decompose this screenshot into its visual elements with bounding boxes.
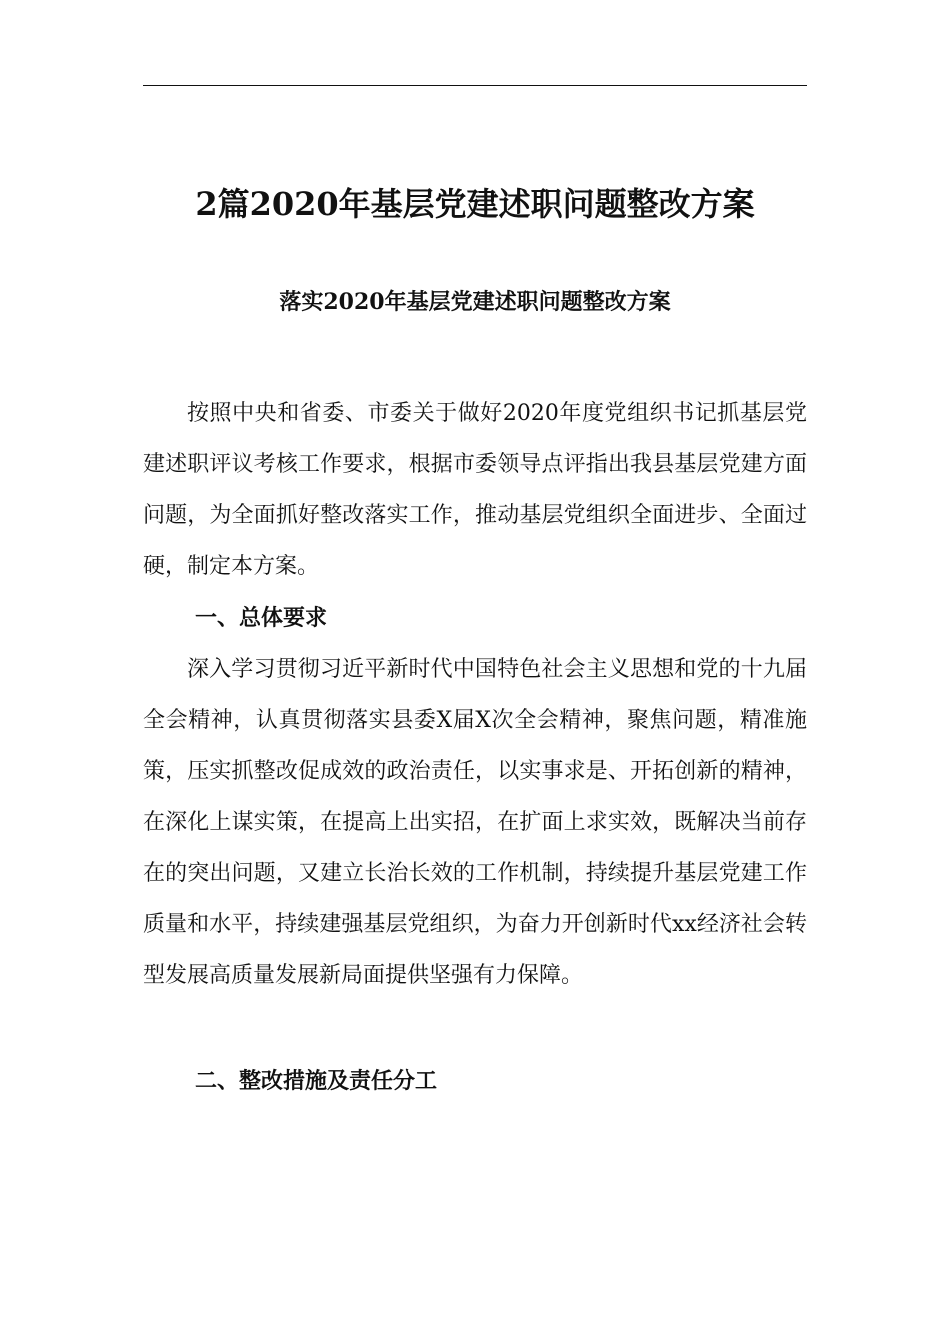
intro-paragraph: 按照中央和省委、市委关于做好2020年度党组织书记抓基层党建述职评议考核工作要求，根据市委领导点评指出我县基层党建方面问题，为全面抓好整改落实工作，推动基层党组织全面进步、全面过硬，制定本方案。 (143, 401, 807, 579)
document-subtitle: 落实2020年基层党建述职问题整改方案 (279, 289, 671, 315)
section-heading-overall-requirements: 一、总体要求 (195, 605, 328, 631)
overall-requirements-paragraph: 深入学习贯彻习近平新时代中国特色社会主义思想和党的十九届全会精神，认真贯彻落实县委X届X次全会精神，聚焦问题，精准施策，压实抓整改促成效的政治责任，以实事求是、开拓创新的精神，在深化上谋实策，在提高上出实招，在扩面上求实效，既解决当前存在的突出问题，又建立长治长效的工作机制，持续提升基层党建工作质量和水平，持续建强基层党组织，为奋力开创新时代xx经济社会转型发展高质量发展新局面提供坚强有力保障。 (143, 657, 807, 988)
document-title: 2篇2020年基层党建述职问题整改方案 (195, 185, 755, 223)
top-rule-divider (143, 85, 807, 86)
section-heading-rectification-measures: 二、整改措施及责任分工 (195, 1068, 438, 1094)
